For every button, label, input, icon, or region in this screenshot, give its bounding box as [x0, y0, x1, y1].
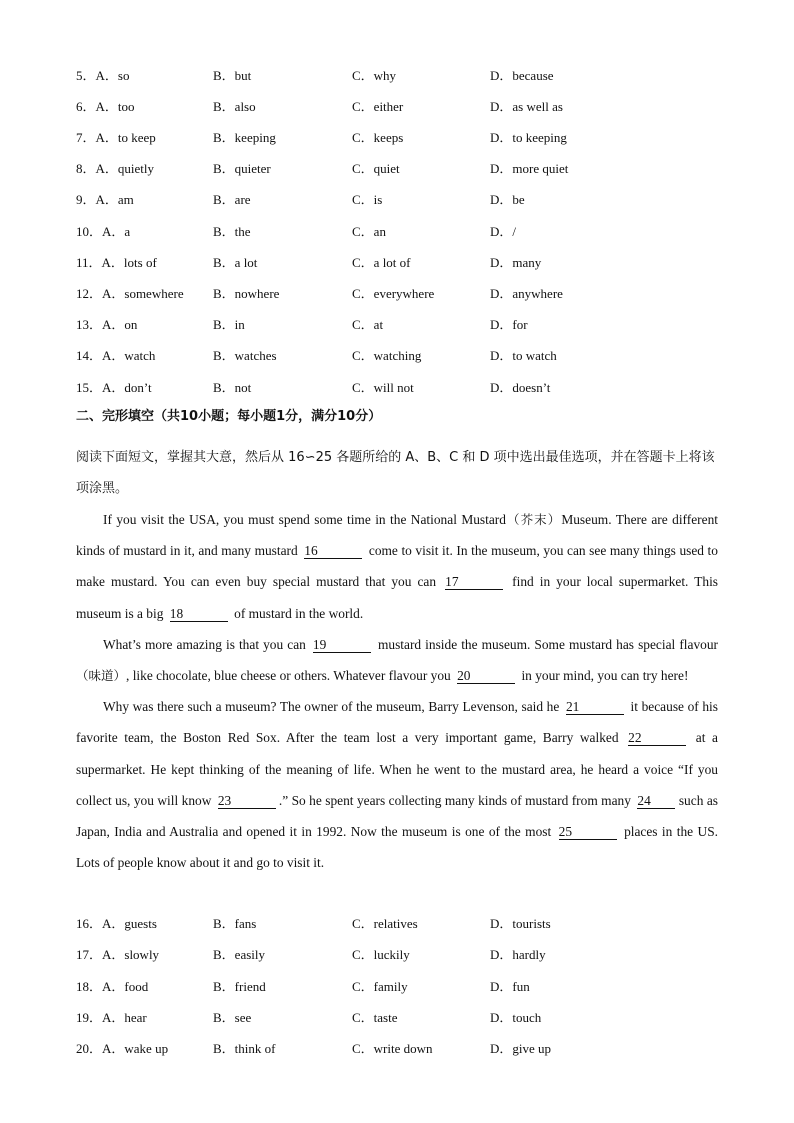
option-d: D．be: [490, 192, 525, 207]
blank-22: 22: [628, 730, 686, 746]
option-d: D．to watch: [490, 348, 557, 363]
option-b: B．watches: [213, 348, 277, 363]
option-d: D．doesn’t: [490, 380, 551, 395]
option-b: B．nowhere: [213, 286, 280, 301]
option-a: food: [124, 979, 149, 994]
option-d: D．fun: [490, 979, 530, 994]
option-a: am: [117, 192, 134, 207]
option-b: B．are: [213, 192, 251, 207]
blank-24: 24: [637, 793, 675, 809]
option-d: D．tourists: [490, 916, 551, 931]
option-b: B．friend: [213, 979, 266, 994]
option-c: C．quiet: [352, 161, 400, 176]
question-number: 17．A．: [76, 947, 125, 962]
option-b: B．easily: [213, 947, 265, 962]
question-number: 7．A．: [76, 130, 118, 145]
blank-19: 19: [313, 637, 371, 653]
passage-paragraph-2: What’s more amazing is that you can 19 mustard inside the museum. Some mustard has special flavour（味道）, like chocolate, blue cheese or others. Whatever flavour you 20 in your mind, you can try here!: [76, 636, 718, 684]
question-number: 11．A．: [76, 255, 124, 270]
blank-16: 16: [304, 543, 362, 559]
question-number: 15．A．: [76, 380, 125, 395]
option-c: C．everywhere: [352, 286, 435, 301]
blank-25: 25: [559, 824, 617, 840]
option-d: D．/: [490, 224, 517, 239]
question-number: 8．A．: [76, 161, 118, 176]
blank-20: 20: [457, 668, 515, 684]
option-b: B．keeping: [213, 130, 276, 145]
option-c: C．write down: [352, 1041, 433, 1056]
option-b: B．in: [213, 317, 245, 332]
blank-17: 17: [445, 574, 503, 590]
option-c: C．family: [352, 979, 408, 994]
option-b: B．but: [213, 68, 252, 83]
section-instruction: 阅读下面短文，掌握其大意，然后从 16∽25 各题所给的 A、B、C 和 D 项中选出最佳选项，并在答题卡上将该项涂黑。: [76, 450, 715, 496]
option-c: C．luckily: [352, 947, 410, 962]
question-number: 19．A．: [76, 1010, 125, 1025]
cloze-passage: [76, 504, 718, 878]
question-number: 14．A．: [76, 348, 125, 363]
option-a: to keep: [117, 130, 156, 145]
option-b: B．not: [213, 380, 252, 395]
option-c: C．will not: [352, 380, 414, 395]
option-a: a: [124, 224, 131, 239]
option-a: wake up: [124, 1041, 169, 1056]
question-number: 18．A．: [76, 979, 125, 994]
option-c: C．taste: [352, 1010, 398, 1025]
option-a: guests: [124, 916, 157, 931]
option-c: C．at: [352, 317, 384, 332]
blank-18: 18: [170, 606, 228, 622]
option-b: B．see: [213, 1010, 252, 1025]
question-number: 9．A．: [76, 192, 118, 207]
option-b: B．the: [213, 224, 251, 239]
option-b: B．think of: [213, 1041, 276, 1056]
option-c: C．keeps: [352, 130, 404, 145]
option-c: C．either: [352, 99, 404, 114]
blank-21: 21: [566, 699, 624, 715]
option-d: D．give up: [490, 1041, 552, 1056]
option-d: D．because: [490, 68, 554, 83]
blank-23: 23: [218, 793, 276, 809]
option-c: C．a lot of: [352, 255, 411, 270]
option-b: B．a lot: [213, 255, 258, 270]
question-number: 16．A．: [76, 916, 125, 931]
question-number: 12．A．: [76, 286, 125, 301]
option-a: slowly: [124, 947, 160, 962]
option-d: D．touch: [490, 1010, 542, 1025]
option-a: quietly: [117, 161, 154, 176]
option-c: C．relatives: [352, 916, 418, 931]
option-b: B．quieter: [213, 161, 271, 176]
option-a: somewhere: [124, 286, 184, 301]
question-number: 6．A．: [76, 99, 118, 114]
option-c: C．an: [352, 224, 386, 239]
option-a: don’t: [124, 380, 152, 395]
option-d: D．as well as: [490, 99, 563, 114]
option-a: too: [117, 99, 135, 114]
option-d: D．anywhere: [490, 286, 563, 301]
option-a: so: [117, 68, 130, 83]
option-d: D．more quiet: [490, 161, 569, 176]
option-a: on: [124, 317, 138, 332]
question-number: 13．A．: [76, 317, 125, 332]
question-number: 5．A．: [76, 68, 118, 83]
option-c: C．watching: [352, 348, 422, 363]
passage-paragraph-1: If you visit the USA, you must spend some time in the National Mustard（芥末）Museum. There are different kinds of mustard in it, and many mustard 16 come to visit it. In the museum, you can see many things used to make mustard. You can even buy special mustard that you can 17 find in your local supermarket. This museum is a big 18 of mustard in the world.: [76, 512, 718, 621]
option-a: watch: [124, 348, 156, 363]
option-a: hear: [124, 1010, 147, 1025]
option-d: D．many: [490, 255, 542, 270]
option-a: lots of: [123, 255, 157, 270]
passage-paragraph-3: Why was there such a museum? The owner of the museum, Barry Levenson, said he 21 it because of his favorite team, the Boston Red Sox. After the team lost a very important game, Barry walked 22 at a supermarket. He kept thinking of the meaning of life. When he went to the mustard area, he heard a voice “If you collect us, you will know 23 .” So he spent years collecting many kinds of mustard from many 24 such as Japan, India and Australia and opened it in 1992. Now the museum is one of the most 25 places in the US. Lots of people know about it and go to visit it.: [76, 699, 718, 871]
option-c: C．is: [352, 192, 383, 207]
question-number: 20．A．: [76, 1041, 125, 1056]
option-b: B．fans: [213, 916, 257, 931]
option-d: D．to keeping: [490, 130, 567, 145]
option-d: D．hardly: [490, 947, 546, 962]
section-heading: 二、完形填空（共10小题；每小题1分，满分10分）: [76, 409, 382, 424]
option-b: B．also: [213, 99, 256, 114]
question-number: 10．A．: [76, 224, 125, 239]
option-d: D．for: [490, 317, 528, 332]
option-c: C．why: [352, 68, 397, 83]
